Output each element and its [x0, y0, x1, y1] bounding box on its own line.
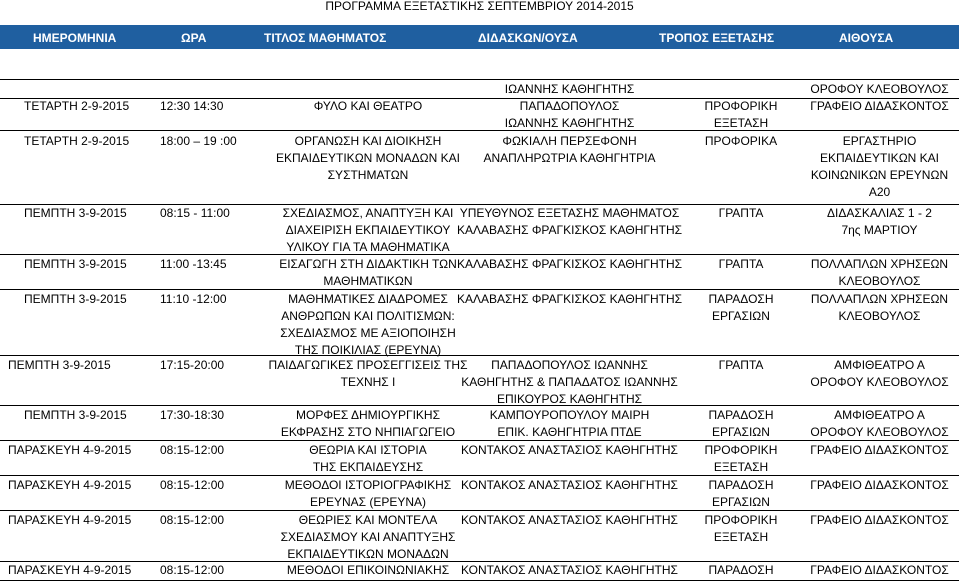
- teacher-cell: ΚΟΝΤΑΚΟΣ ΑΝΑΣΤΑΣΙΟΣ ΚΑΘΗΓΗΤΗΣ: [461, 563, 678, 577]
- header-spacer: [0, 49, 959, 80]
- teacher-cell: ΚΑΜΠΟΥΡΟΠΟΥΛΟΥ ΜΑΙΡΗ ΕΠΙΚ. ΚΑΘΗΓΗΤΡΙΑ ΠΤΔΕ: [489, 408, 650, 439]
- date-cell: ΠΕΜΠΤΗ 3-9-2015: [8, 358, 111, 372]
- teacher-cell: ΠΑΠΑΔΟΠΟΥΛΟΣ ΙΩΑΝΝΗΣ ΚΑΘΗΓΗΤΗΣ & ΠΑΠΑΔΑΤΟΣ ΙΩΑΝΝΗΣ ΕΠΙΚΟΥΡΟΣ ΚΑΘΗΓΗΤΗΣ: [461, 358, 678, 406]
- teacher-cell: ΚΟΝΤΑΚΟΣ ΑΝΑΣΤΑΣΙΟΣ ΚΑΘΗΓΗΤΗΣ: [461, 443, 678, 457]
- room-cell: ΠΟΛΛΑΠΛΩΝ ΧΡΗΣΕΩΝ ΚΛΕΟΒΟΥΛΟΣ: [810, 292, 949, 323]
- method-cell: ΠΡΟΦΟΡΙΚΗ ΕΞΕΤΑΣΗ: [704, 99, 778, 130]
- teacher-cell: ΙΩΑΝΝΗΣ ΚΑΘΗΓΗΤΗΣ: [504, 82, 635, 96]
- date-cell: ΠΑΡΑΣΚΕΥΗ 4-9-2015: [8, 513, 132, 527]
- date-cell: ΠΕΜΠΤΗ 3-9-2015: [24, 408, 127, 422]
- table-row: [0, 405, 959, 441]
- table-row: [0, 355, 959, 406]
- header-method: ΤΡΟΠΟΣ ΕΞΕΤΑΣΗΣ: [659, 31, 775, 45]
- table-row: [0, 561, 959, 581]
- course-cell: ΘΕΩΡΙΑ ΚΑΙ ΙΣΤΟΡΙΑ ΤΗΣ ΕΚΠΑΙΔΕΥΣΗΣ: [309, 443, 427, 474]
- date-cell: ΠΕΜΠΤΗ 3-9-2015: [24, 206, 127, 220]
- teacher-cell: ΦΩΚΙΑΛΗ ΠΕΡΣΕΦΟΝΗ ΑΝΑΠΛΗΡΩΤΡΙΑ ΚΑΘΗΓΗΤΡΙΑ: [483, 134, 656, 165]
- method-cell: ΠΑΡΑΔΟΣΗ ΕΡΓΑΣΙΩΝ: [708, 478, 774, 509]
- date-cell: ΠΕΜΠΤΗ 3-9-2015: [24, 257, 127, 271]
- date-cell: ΠΑΡΑΣΚΕΥΗ 4-9-2015: [8, 443, 132, 457]
- time-cell: 11:10 -12:00: [160, 292, 227, 306]
- course-cell: ΕΙΣΑΓΩΓΗ ΣΤΗ ΔΙΔΑΚΤΙΚΗ ΤΩΝ ΜΑΘΗΜΑΤΙΚΩΝ: [279, 257, 457, 288]
- method-cell: ΠΑΡΑΔΟΣΗ ΕΡΓΑΣΙΩΝ: [708, 408, 774, 439]
- course-cell: ΜΑΘΗΜΑΤΙΚΕΣ ΔΙΑΔΡΟΜΕΣ ΑΝΘΡΩΠΩΝ ΚΑΙ ΠΟΛΙΤΙΣΜΩΝ: ΣΧΕΔΙΑΣΜΟΣ ΜΕ ΑΞΙΟΠΟΙΗΣΗ ΤΗΣ ΠΟΙΚΙΛΙΑΣ (ΕΡΕΥΝΑ): [280, 292, 456, 357]
- table-row: [0, 130, 959, 205]
- course-cell: ΜΕΘΟΔΟΙ ΕΠΙΚΟΙΝΩΝΙΑΚΗΣ: [286, 563, 450, 577]
- time-cell: 18:00 – 19 :00: [160, 134, 237, 148]
- room-cell: ΓΡΑΦΕΙΟ ΔΙΔΑΣΚΟΝΤΟΣ: [810, 563, 949, 577]
- room-cell: ΓΡΑΦΕΙΟ ΔΙΔΑΣΚΟΝΤΟΣ: [810, 99, 949, 113]
- room-cell: ΓΡΑΦΕΙΟ ΔΙΔΑΣΚΟΝΤΟΣ: [810, 513, 949, 527]
- method-cell: ΓΡΑΠΤΑ: [718, 358, 764, 372]
- teacher-cell: ΚΟΝΤΑΚΟΣ ΑΝΑΣΤΑΣΙΟΣ ΚΑΘΗΓΗΤΗΣ: [461, 513, 678, 527]
- header-date: ΗΜΕΡΟΜΗΝΙΑ: [33, 31, 117, 45]
- room-cell: ΓΡΑΦΕΙΟ ΔΙΔΑΣΚΟΝΤΟΣ: [810, 478, 949, 492]
- header-course: ΤΙΤΛΟΣ ΜΑΘΗΜΑΤΟΣ: [264, 31, 387, 45]
- teacher-cell: ΠΑΠΑΔΟΠΟΥΛΟΣ ΙΩΑΝΝΗΣ ΚΑΘΗΓΗΤΗΣ: [504, 99, 635, 130]
- teacher-cell: ΥΠΕΥΘΥΝΟΣ ΕΞΕΤΑΣΗΣ ΜΑΘΗΜΑΤΟΣ ΚΑΛΑΒΑΣΗΣ ΦΡΑΓΚΙΣΚΟΣ ΚΑΘΗΓΗΤΗΣ: [456, 206, 683, 237]
- table-row: [0, 475, 959, 511]
- table-header: [0, 25, 959, 49]
- method-cell: ΠΑΡΑΔΟΣΗ ΕΡΓΑΣΙΩΝ: [708, 292, 774, 323]
- time-cell: 08:15-12:00: [160, 478, 225, 492]
- table-row: [0, 289, 959, 356]
- table-row: [0, 203, 959, 255]
- time-cell: 17:15-20:00: [160, 358, 225, 372]
- course-cell: ΟΡΓΑΝΩΣΗ ΚΑΙ ΔΙΟΙΚΗΣΗ ΕΚΠΑΙΔΕΥΤΙΚΩΝ ΜΟΝΑΔΩΝ ΚΑΙ ΣΥΣΤΗΜΑΤΩΝ: [275, 134, 460, 182]
- time-cell: 08:15-12:00: [160, 443, 225, 457]
- teacher-cell: ΚΑΛΑΒΑΣΗΣ ΦΡΑΓΚΙΣΚΟΣ ΚΑΘΗΓΗΤΗΣ: [456, 292, 683, 306]
- room-cell: ΠΟΛΛΑΠΛΩΝ ΧΡΗΣΕΩΝ ΚΛΕΟΒΟΥΛΟΣ: [810, 257, 949, 288]
- time-cell: 08:15-12:00: [160, 513, 225, 527]
- time-cell: 12:30 14:30: [160, 99, 224, 113]
- course-cell: ΣΧΕΔΙΑΣΜΟΣ, ΑΝΑΠΤΥΞΗ ΚΑΙ ΔΙΑΧΕΙΡΙΣΗ ΕΚΠΑΙΔΕΥΤΙΚΟΥ ΥΛΙΚΟΥ ΓΙΑ ΤΑ ΜΑΘΗΜΑΤΙΚΑ: [282, 206, 454, 254]
- teacher-cell: ΚΟΝΤΑΚΟΣ ΑΝΑΣΤΑΣΙΟΣ ΚΑΘΗΓΗΤΗΣ: [461, 478, 678, 492]
- method-cell: ΓΡΑΠΤΑ: [718, 206, 764, 220]
- time-cell: 08:15 - 11:00: [160, 206, 230, 220]
- time-cell: 11:00 -13:45: [160, 257, 227, 271]
- date-cell: ΤΕΤΑΡΤΗ 2-9-2015: [24, 99, 130, 113]
- room-cell: ΓΡΑΦΕΙΟ ΔΙΔΑΣΚΟΝΤΟΣ: [810, 443, 949, 457]
- room-cell: ΔΙΔΑΣΚΑΛΙΑΣ 1 - 2 7ης ΜΑΡΤΙΟΥ: [827, 206, 932, 237]
- teacher-cell: ΚΑΛΑΒΑΣΗΣ ΦΡΑΓΚΙΣΚΟΣ ΚΑΘΗΓΗΤΗΣ: [456, 257, 683, 271]
- table-row: [0, 98, 959, 130]
- room-cell: ΑΜΦΙΘΕΑΤΡΟ Α ΟΡΟΦΟΥ ΚΛΕΟΒΟΥΛΟΣ: [810, 408, 949, 439]
- course-cell: ΜΕΘΟΔΟΙ ΙΣΤΟΡΙΟΓΡΑΦΙΚΗΣ ΕΡΕΥΝΑΣ (ΕΡΕΥΝΑ): [284, 478, 452, 509]
- table-row: [0, 254, 959, 290]
- course-cell: ΜΟΡΦΕΣ ΔΗΜΙΟΥΡΓΙΚΗΣ ΕΚΦΡΑΣΗΣ ΣΤΟ ΝΗΠΙΑΓΩΓΕΙΟ: [280, 408, 456, 439]
- date-cell: ΤΕΤΑΡΤΗ 2-9-2015: [24, 134, 130, 148]
- time-cell: 08:15-12:00: [160, 563, 225, 577]
- method-cell: ΠΡΟΦΟΡΙΚΑ: [704, 134, 778, 148]
- date-cell: ΠΕΜΠΤΗ 3-9-2015: [24, 292, 127, 306]
- header-time: ΩΡΑ: [181, 31, 207, 45]
- room-cell: ΕΡΓΑΣΤΗΡΙΟ ΕΚΠΑΙΔΕΥΤΙΚΩΝ ΚΑΙ ΚΟΙΝΩΝΙΚΩΝ ΕΡΕΥΝΩΝ Α20: [810, 134, 949, 199]
- method-cell: ΠΑΡΑΔΟΣΗ: [708, 563, 774, 577]
- table-row: [0, 510, 959, 562]
- table-row: [0, 80, 959, 99]
- page-title: ΠΡΟΓΡΑΜΜΑ ΕΞΕΤΑΣΤΙΚΗΣ ΣΕΠΤΕΜΒΡΙΟΥ 2014-2015: [325, 0, 634, 13]
- room-cell: ΟΡΟΦΟΥ ΚΛΕΟΒΟΥΛΟΣ: [810, 82, 949, 96]
- method-cell: ΓΡΑΠΤΑ: [718, 257, 764, 271]
- method-cell: ΠΡΟΦΟΡΙΚΗ ΕΞΕΤΑΣΗ: [704, 513, 778, 544]
- table-row: [0, 440, 959, 476]
- date-cell: ΠΑΡΑΣΚΕΥΗ 4-9-2015: [8, 563, 132, 577]
- course-cell: ΦΥΛΟ ΚΑΙ ΘΕΑΤΡΟ: [313, 99, 423, 113]
- course-cell: ΠΑΙΔΑΓΩΓΙΚΕΣ ΠΡΟΣΕΓΓΙΣΕΙΣ ΤΗΣ ΤΕΧΝΗΣ Ι: [268, 358, 468, 389]
- header-teacher: ΔΙΔΑΣΚΩΝ/ΟΥΣΑ: [478, 31, 578, 45]
- method-cell: ΠΡΟΦΟΡΙΚΗ ΕΞΕΤΑΣΗ: [704, 443, 778, 474]
- header-room: ΑΙΘΟΥΣΑ: [839, 31, 894, 45]
- date-cell: ΠΑΡΑΣΚΕΥΗ 4-9-2015: [8, 478, 132, 492]
- time-cell: 17:30-18:30: [160, 408, 225, 422]
- room-cell: ΑΜΦΙΘΕΑΤΡΟ Α ΟΡΟΦΟΥ ΚΛΕΟΒΟΥΛΟΣ: [810, 358, 949, 389]
- course-cell: ΘΕΩΡΙΕΣ ΚΑΙ ΜΟΝΤΕΛΑ ΣΧΕΔΙΑΣΜΟΥ ΚΑΙ ΑΝΑΠΤΥΞΗΣ ΕΚΠΑΙΔΕΥΤΙΚΩΝ ΜΟΝΑΔΩΝ: [280, 513, 456, 561]
